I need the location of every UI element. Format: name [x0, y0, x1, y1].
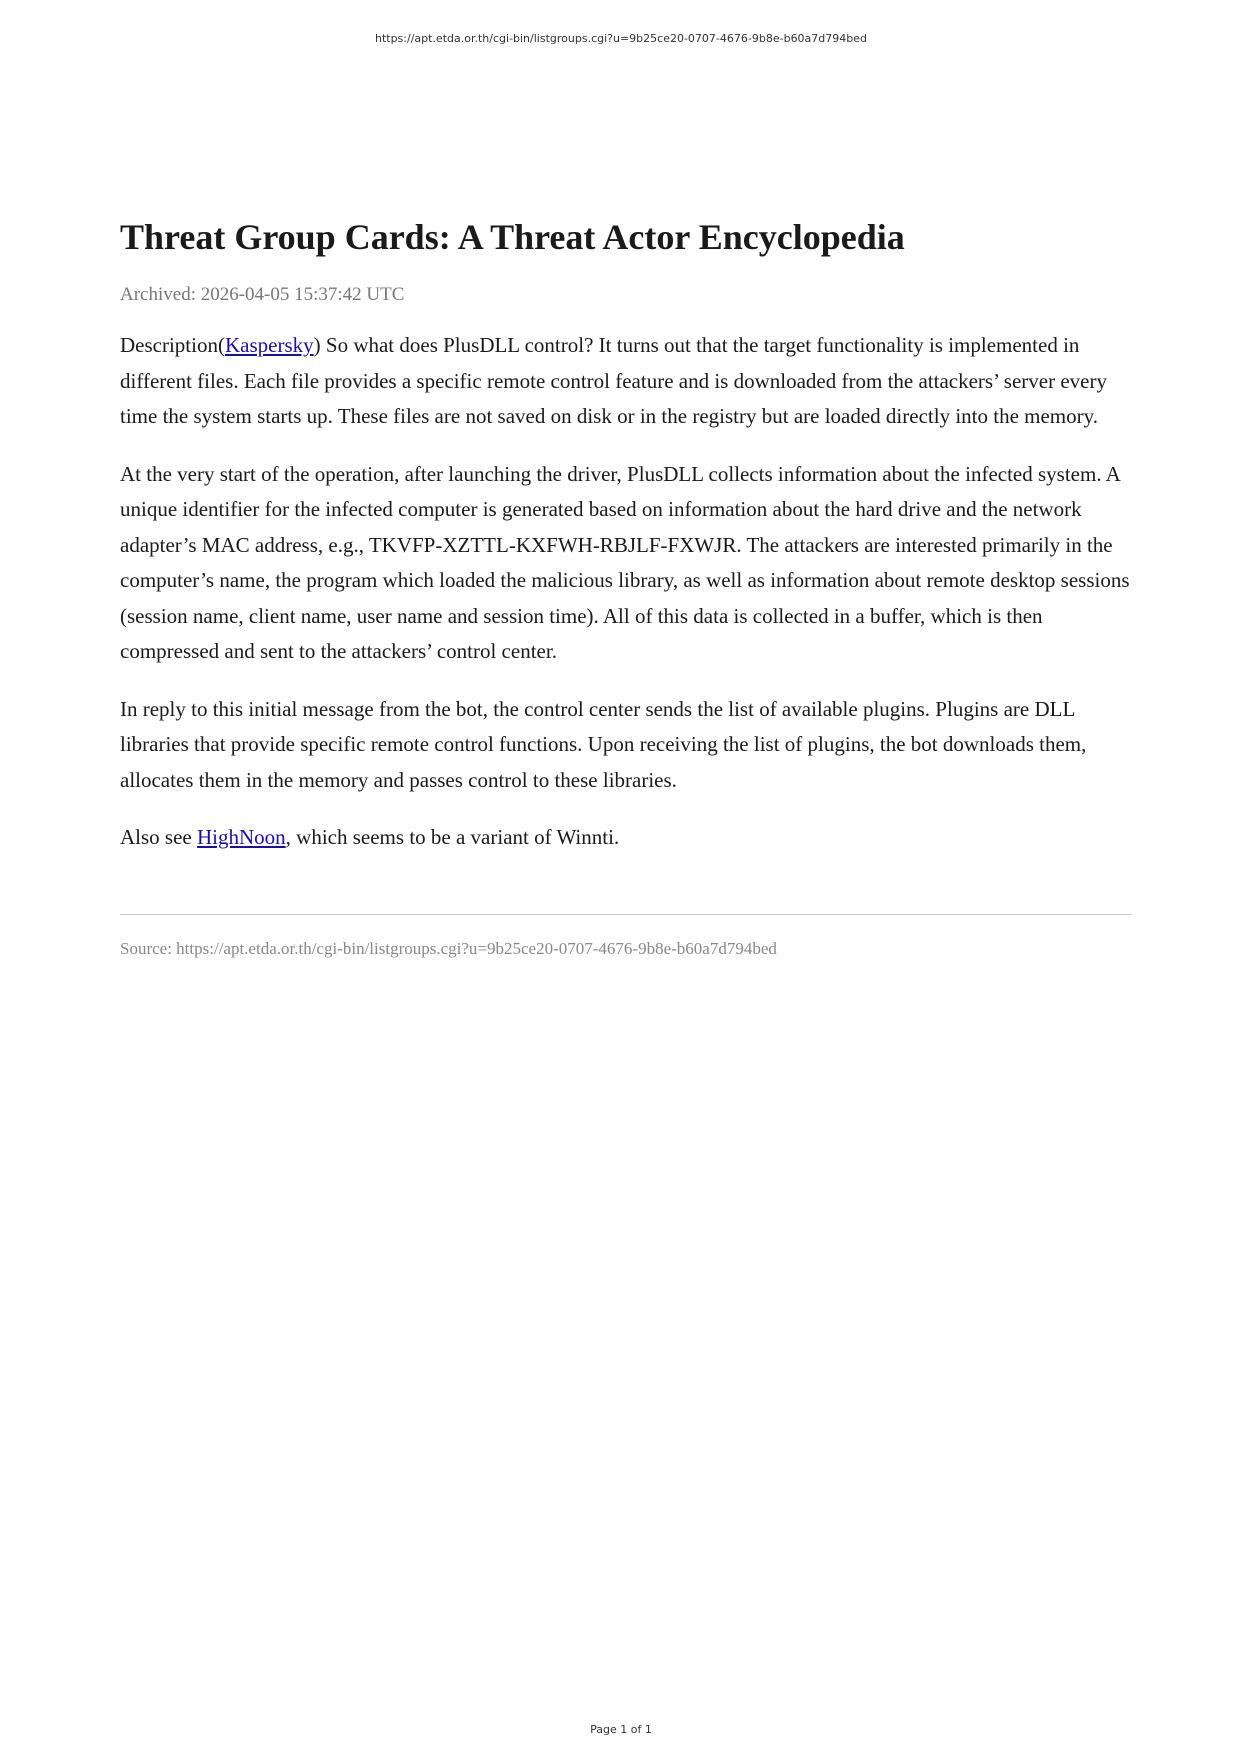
highnoon-link[interactable]: HighNoon [197, 825, 286, 849]
paragraph-3: In reply to this initial message from the bot, the control center sends the list of available plugins. Plugins are DLL libraries that provide specific remote control functions. Upon receiving the list of plugins, the bot downloads them, allocates them in the memory and passes control to these libraries. [120, 696, 1087, 792]
page-title: Threat Group Cards: A Threat Actor Encyclopedia [120, 217, 905, 257]
also-see-paragraph [120, 820, 1132, 856]
source-line: Source: https://apt.etda.or.th/cgi-bin/listgroups.cgi?u=9b25ce20-0707-4676-9b8e-b60a7d794bed [120, 938, 777, 958]
archived-timestamp: Archived: 2026-04-05 15:37:42 UTC [120, 284, 405, 305]
article [120, 212, 1132, 961]
kaspersky-link[interactable]: Kaspersky [224, 333, 314, 357]
page-header-url: https://apt.etda.or.th/cgi-bin/listgroups.cgi?u=9b25ce20-0707-4676-9b8e-b60a7d794bed [374, 32, 868, 45]
divider [120, 914, 1132, 915]
paragraph-2: At the very start of the operation, after launching the driver, PlusDLL collects information about the infected system. A unique identifier for the infected computer is generated based on information about the hard drive and the network adapter’s MAC address, e.g., TKVFP-XZTTL-KXFWH-RBJLF-FXWJR. The attackers are interested primarily in the computer’s name, the program which loaded the malicious library, as well as information about remote desktop sessions (session name, client name, user name and session time). All of this data is collected in a buffer, which is then compressed and sent to the attackers’ control center. [120, 461, 1130, 663]
description-text: ) So what does PlusDLL control? It turns out that the target functionality is implemented in different files. Each file provides a specific remote control feature and is downloaded from the attackers’ server every time the system starts up. These files are not saved on disk or in the registry but are loaded directly into the memory. [120, 333, 1107, 428]
description-paragraph [120, 328, 1132, 435]
also-see-prefix: Also see [120, 825, 197, 849]
page-number: Page 1 of 1 [590, 1723, 652, 1736]
description-prefix: Description( [120, 333, 225, 357]
also-see-text: , which seems to be a variant of Winnti. [285, 825, 620, 849]
